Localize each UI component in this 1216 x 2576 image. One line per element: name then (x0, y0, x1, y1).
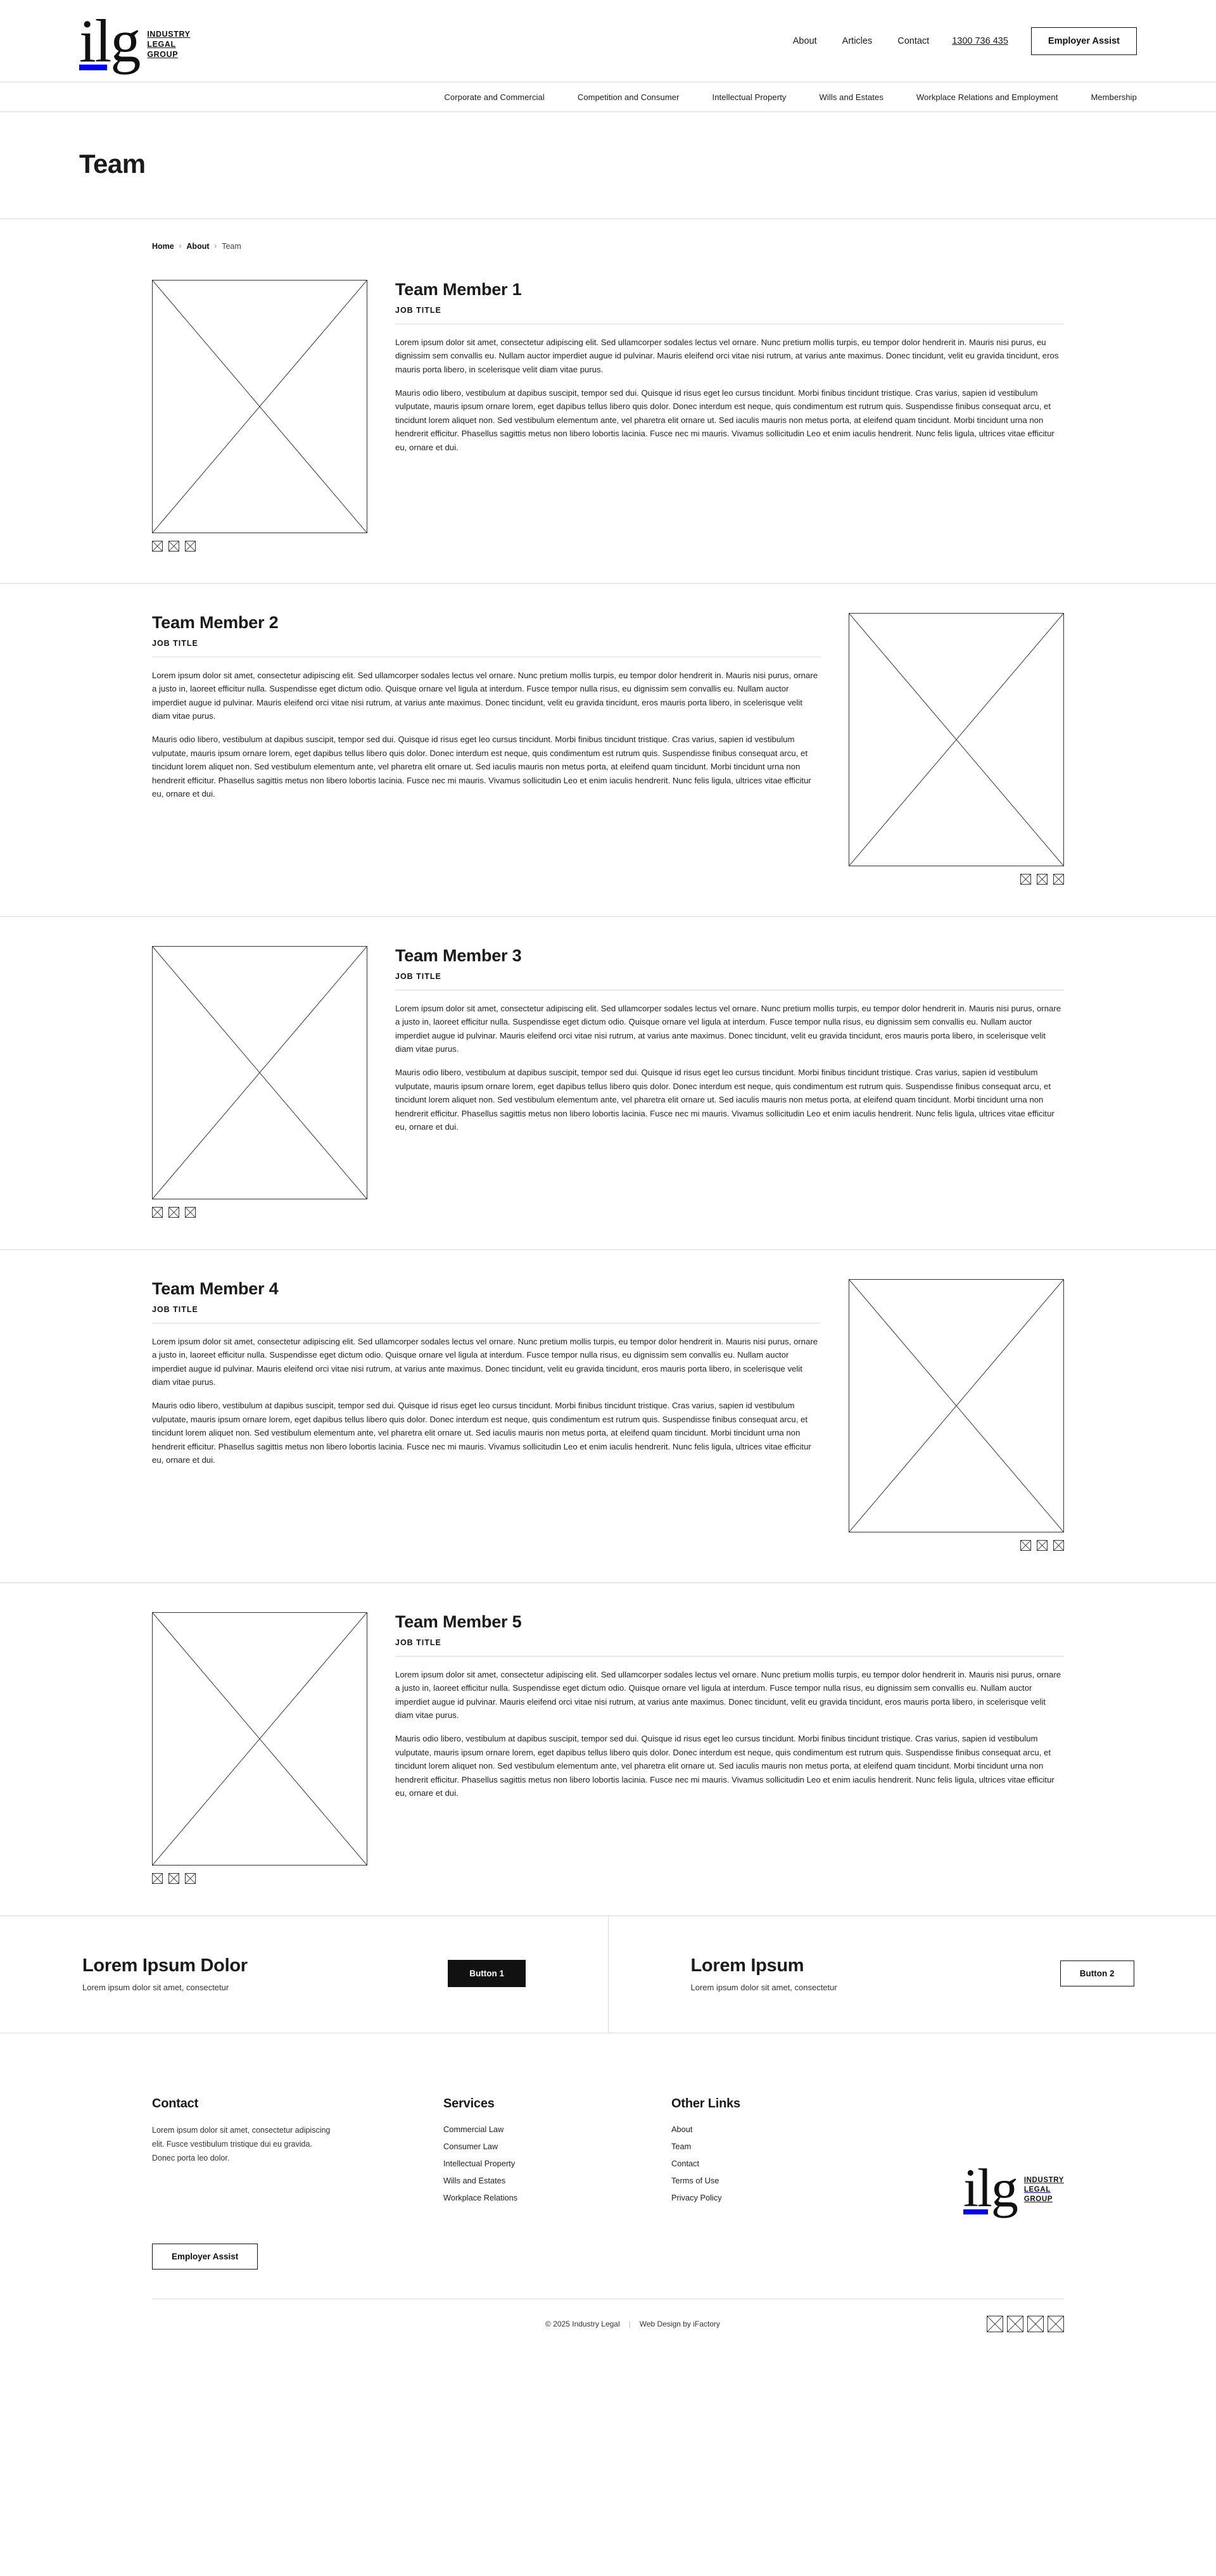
site-footer (0, 2033, 1216, 2364)
footer-link-consumer-law[interactable]: Consumer Law (443, 2141, 498, 2151)
social-icon-1[interactable] (1020, 1540, 1031, 1551)
list-item (671, 2175, 899, 2187)
member-5-image-placeholder (152, 1612, 367, 1866)
member-4-socials (1020, 1540, 1064, 1551)
footer-services-heading: Services (443, 2096, 495, 2111)
nav-item-workplace-relations-and-employment[interactable]: Workplace Relations and Employment (916, 92, 1058, 102)
team-member-4 (0, 1250, 1216, 1583)
nav-item-competition-and-consumer[interactable]: Competition and Consumer (577, 92, 680, 102)
member-5-divider (395, 1656, 1064, 1657)
social-icon-2[interactable] (1037, 874, 1048, 885)
footer-contact-address: Lorem ipsum dolor sit amet, consectetur adipiscing elit. Fusce vestibulum tristique dui eu gravida. Donec porta leo dolor. (152, 2125, 331, 2162)
list-item (443, 2141, 671, 2152)
footer-link-contact[interactable]: Contact (671, 2158, 700, 2168)
footer-contact-heading: Contact (152, 2096, 199, 2111)
member-3-bio-p2: Mauris odio libero, vestibulum at dapibus suscipit, tempor sed dui. Quisque id risus eget leo cursus tincidunt. Morbi finibus tincidunt tristique. Cras varius, sapien id vestibulum vulputate, mauris ipsum ornare lorem, eget dapibus tellus libero quis dolor. Donec interdum est neque, quis condimentum est rutrum quis. Suspendisse finibus consequat arcu, et tincidunt lorem aliquet non. Sed vestibulum elementum ante, vel pharetra elit ornare ut. Sed iaculis mauris non metus porta, at eleifend quam tincidunt. Morbi tincidunt urna non hendrerit efficitur. Phasellus sagittis metus non libero lobortis lacinia. Fusce nec mi mauris. Vivamus sollicitudin Leo et enim iaculis hendrerit. Nunc felis ligula, ultrices vitae efficitur eu, ornare et dui. (395, 1068, 1054, 1132)
member-4-image-placeholder (849, 1279, 1064, 1532)
site-header (0, 0, 1216, 82)
social-icon-3[interactable] (1027, 2316, 1044, 2332)
social-icon-2[interactable] (168, 541, 179, 552)
list-item (443, 2158, 671, 2169)
logo-word-2: LEGAL (147, 39, 176, 49)
footer-services-column (443, 2097, 671, 2209)
member-4-text (152, 1279, 821, 1467)
breadcrumb-separator-1: › (179, 242, 182, 250)
social-icon-3[interactable] (185, 1207, 196, 1218)
logo-word-3: GROUP (147, 49, 179, 59)
social-icon-2[interactable] (1007, 2316, 1023, 2332)
social-icon-1[interactable] (987, 2316, 1003, 2332)
member-3-job-title: JOB TITLE (395, 971, 441, 981)
cta-right (608, 1916, 1216, 2033)
member-5-media (152, 1612, 367, 1884)
member-2-name: Team Member 2 (152, 612, 279, 632)
nav-item-wills-and-estates[interactable]: Wills and Estates (819, 92, 884, 102)
footer-link-wills-and-estates[interactable]: Wills and Estates (443, 2175, 506, 2185)
member-3-media (152, 946, 367, 1218)
member-1-image-placeholder (152, 280, 367, 533)
social-icon-2[interactable] (168, 1207, 179, 1218)
footer-logo-word-1: INDUSTRY (1023, 2176, 1064, 2184)
member-4-name: Team Member 4 (152, 1279, 279, 1298)
footer-socials (987, 2316, 1064, 2332)
logo-mark: ilg (79, 7, 140, 75)
employer-assist-button[interactable]: Employer Assist (1031, 27, 1137, 55)
social-icon-2[interactable] (1037, 1540, 1048, 1551)
breadcrumb-about[interactable]: About (186, 241, 210, 251)
member-3-name: Team Member 3 (395, 945, 522, 965)
main-nav (0, 82, 1216, 112)
top-nav-item-articles[interactable]: Articles (842, 36, 873, 47)
footer-other-heading: Other Links (671, 2096, 740, 2111)
footer-logo[interactable] (963, 2097, 1064, 2218)
top-nav-item-contact[interactable]: Contact (897, 36, 930, 47)
footer-link-terms-of-use[interactable]: Terms of Use (671, 2175, 719, 2185)
list-item (671, 2124, 899, 2135)
member-3-bio-p1: Lorem ipsum dolor sit amet, consectetur adipiscing elit. Sed ullamcorper sodales lectus vel ornare. Nunc pretium mollis turpis, eu tempor dolor hendrerit in. Mauris nisi purus, ornare a justo in, laoreet efficitur nulla. Suspendisse eget dictum odio. Quisque ornare vel ligula at interdum. Fusce tempor nulla risus, eu dignissim sem convallis eu. Nullam auctor imperdiet augue id pulvinar. Mauris eleifend orci vitae nisi rutrum, at varius ante maximus. Donec tincidunt, velit eu gravida tincidunt, eros mauris porta libero, in scelerisque velit diam vitae purus. (395, 1003, 1061, 1054)
social-icon-3[interactable] (1053, 1540, 1064, 1551)
footer-link-intellectual-property[interactable]: Intellectual Property (443, 2158, 516, 2168)
team-member-3 (0, 917, 1216, 1250)
member-1-job-title: JOB TITLE (395, 305, 441, 315)
social-icon-1[interactable] (152, 541, 163, 552)
team-member-1 (0, 251, 1216, 584)
breadcrumb (152, 242, 1064, 251)
member-4-bio-p1: Lorem ipsum dolor sit amet, consectetur adipiscing elit. Sed ullamcorper sodales lectus vel ornare. Nunc pretium mollis turpis, eu tempor dolor hendrerit in. Mauris nisi purus, ornare a justo in, laoreet efficitur nulla. Suspendisse eget dictum odio. Quisque ornare vel ligula at interdum. Fusce tempor nulla risus, eu dignissim sem convallis eu. Nullam auctor imperdiet augue id pulvinar. Mauris eleifend orci vitae nisi rutrum, at varius ante maximus. Donec tincidunt, velit eu gravida tincidunt, eros mauris porta libero, in scelerisque velit diam vitae purus. (152, 1336, 818, 1387)
member-3-image-placeholder (152, 946, 367, 1199)
member-3-text (395, 946, 1064, 1133)
member-1-name: Team Member 1 (395, 279, 522, 299)
footer-logo-mark: ilg (963, 2157, 1017, 2218)
social-icon-3[interactable] (1053, 874, 1064, 885)
member-1-bio (395, 336, 1064, 454)
breadcrumb-separator-2: › (214, 242, 217, 250)
member-1-bio-p1: Lorem ipsum dolor sit amet, consectetur adipiscing elit. Sed ullamcorper sodales lectus vel ornare. Nunc pretium mollis turpis, eu tempor dolor hendrerit in. Mauris nisi purus, eu dignissim sem convallis eu. Nullam auctor imperdiet augue id pulvinar. Mauris eleifend orci vitae nisi rutrum, at varius ante maximus. Donec tincidunt, velit eu gravida tincidunt, eros mauris porta libero, in scelerisque velit diam vitae purus. (395, 337, 1059, 374)
footer-logo-column (899, 2097, 1064, 2218)
list-item (443, 2192, 671, 2204)
cta-left-button[interactable]: Button 1 (448, 1960, 526, 1987)
footer-other-list (671, 2124, 899, 2204)
member-5-bio (395, 1668, 1064, 1800)
social-icon-2[interactable] (168, 1873, 179, 1884)
list-item (443, 2124, 671, 2135)
page-title-band (0, 112, 1216, 219)
footer-bottom (152, 2299, 1064, 2364)
footer-employer-assist-button[interactable]: Employer Assist (152, 2244, 258, 2270)
cta-left-heading: Lorem Ipsum Dolor (82, 1955, 248, 1976)
member-5-text (395, 1612, 1064, 1800)
member-3-socials (152, 1207, 367, 1218)
logo-word-1: INDUSTRY (147, 29, 191, 39)
member-5-name: Team Member 5 (395, 1612, 522, 1631)
cta-left-sub: Lorem ipsum dolor sit amet, consectetur (82, 1982, 229, 1992)
copyright-text: © 2025 Industry Legal (545, 2319, 620, 2328)
logo-wordmark (147, 30, 190, 65)
breadcrumb-current: Team (222, 241, 241, 251)
list-item (671, 2158, 899, 2169)
social-icon-3[interactable] (185, 1873, 196, 1884)
member-2-media (849, 613, 1064, 885)
list-item (671, 2141, 899, 2152)
cta-band (0, 1916, 1216, 2033)
header-right (793, 27, 1137, 55)
web-design-credit[interactable]: Web Design by iFactory (639, 2319, 720, 2328)
footer-logo-word-3: GROUP (1023, 2195, 1053, 2203)
footer-contact-column (152, 2097, 443, 2209)
site-logo[interactable] (79, 7, 191, 75)
footer-link-workplace-relations[interactable]: Workplace Relations (443, 2192, 518, 2202)
footer-logo-wordmark (1024, 2176, 1064, 2209)
cta-right-sub: Lorem ipsum dolor sit amet, consectetur (690, 1982, 837, 1992)
member-2-socials (1020, 874, 1064, 885)
member-2-bio-p1: Lorem ipsum dolor sit amet, consectetur adipiscing elit. Sed ullamcorper sodales lectus vel ornare. Nunc pretium mollis turpis, eu tempor dolor hendrerit in. Mauris nisi purus, ornare a justo in, laoreet efficitur nulla. Suspendisse eget dictum odio. Quisque ornare vel ligula at interdum. Fusce tempor nulla risus, eu dignissim sem convallis eu. Nullam auctor imperdiet augue id pulvinar. Mauris eleifend orci vitae nisi rutrum, at varius ante maximus. Donec tincidunt, velit eu gravida tincidunt, eros mauris porta libero, in scelerisque velit diam vitae purus. (152, 670, 818, 721)
breadcrumb-home[interactable]: Home (152, 241, 174, 251)
member-2-text (152, 613, 821, 800)
member-3-bio (395, 1002, 1064, 1133)
social-icon-4[interactable] (1048, 2316, 1064, 2332)
member-1-text (395, 280, 1064, 454)
cta-left-text (82, 1955, 248, 1992)
footer-logo-word-2: LEGAL (1023, 2185, 1051, 2194)
member-2-job-title: JOB TITLE (152, 638, 198, 648)
list-item (671, 2192, 899, 2204)
footer-cta-wrap (152, 2244, 1064, 2270)
footer-link-team[interactable]: Team (671, 2141, 692, 2151)
footer-link-commercial-law[interactable]: Commercial Law (443, 2124, 504, 2134)
team-member-5 (0, 1583, 1216, 1916)
social-icon-1[interactable] (152, 1873, 163, 1884)
member-2-bio (152, 669, 821, 800)
cta-right-heading: Lorem Ipsum (690, 1955, 804, 1976)
member-4-job-title: JOB TITLE (152, 1304, 198, 1314)
footer-copyright (545, 2320, 720, 2328)
cta-right-text (691, 1955, 837, 1992)
member-1-bio-p2: Mauris odio libero, vestibulum at dapibus suscipit, tempor sed dui. Quisque id risus eget leo cursus tincidunt. Morbi finibus tincidunt tristique. Cras varius, sapien id vestibulum vulputate, mauris ipsum ornare lorem, eget dapibus tellus libero quis dolor. Donec interdum est neque, quis condimentum est rutrum quis. Suspendisse finibus consequat arcu, et tincidunt lorem aliquet non. Sed vestibulum elementum ante, vel pharetra elit ornare ut. Sed iaculis mauris non metus porta, at eleifend quam tincidunt. Morbi tincidunt urna non hendrerit efficitur. Phasellus sagittis metus non libero lobortis lacinia. Fusce nec mi mauris. Vivamus sollicitudin Leo et enim iaculis hendrerit. Nunc felis ligula, ultrices vitae efficitur eu, ornare et dui. (395, 388, 1054, 452)
nav-item-membership[interactable]: Membership (1091, 92, 1137, 102)
breadcrumb-wrap (152, 219, 1064, 251)
top-nav-item-about[interactable]: About (792, 36, 817, 47)
social-icon-1[interactable] (152, 1207, 163, 1218)
member-5-bio-p1: Lorem ipsum dolor sit amet, consectetur adipiscing elit. Sed ullamcorper sodales lectus vel ornare. Nunc pretium mollis turpis, eu tempor dolor hendrerit in. Mauris nisi purus, ornare a justo in, laoreet efficitur nulla. Suspendisse eget dictum odio. Quisque ornare vel ligula at interdum. Fusce tempor nulla risus, eu dignissim sem convallis eu. Nullam auctor imperdiet augue id pulvinar. Mauris eleifend orci vitae nisi rutrum, at varius ante maximus. Donec tincidunt, velit eu gravida tincidunt, eros mauris porta libero, in scelerisque velit diam vitae purus. (395, 1669, 1061, 1720)
cta-left (0, 1916, 608, 2033)
member-2-bio-p2: Mauris odio libero, vestibulum at dapibus suscipit, tempor sed dui. Quisque id risus eget leo cursus tincidunt. Morbi finibus tincidunt tristique. Cras varius, sapien id vestibulum vulputate, mauris ipsum ornare lorem, eget dapibus tellus libero quis dolor. Donec interdum est neque, quis condimentum est rutrum quis. Suspendisse finibus consequat arcu, et tincidunt lorem aliquet non. Sed vestibulum elementum ante, vel pharetra elit ornare ut. Sed iaculis mauris non metus porta, at eleifend quam tincidunt. Morbi tincidunt urna non hendrerit efficitur. Phasellus sagittis metus non libero lobortis lacinia. Fusce nec mi mauris. Vivamus sollicitudin Leo et enim iaculis hendrerit. Nunc felis ligula, ultrices vitae efficitur eu, ornare et dui. (152, 735, 811, 799)
top-nav (793, 36, 929, 46)
list-item (443, 2175, 671, 2187)
member-4-bio-p2: Mauris odio libero, vestibulum at dapibus suscipit, tempor sed dui. Quisque id risus eget leo cursus tincidunt. Morbi finibus tincidunt tristique. Cras varius, sapien id vestibulum vulputate, mauris ipsum ornare lorem, eget dapibus tellus libero quis dolor. Donec interdum est neque, quis condimentum est rutrum quis. Suspendisse finibus consequat arcu, et tincidunt lorem aliquet non. Sed vestibulum elementum ante, vel pharetra elit ornare ut. Sed iaculis mauris non metus porta, at eleifend quam tincidunt. Morbi tincidunt urna non hendrerit efficitur. Phasellus sagittis metus non libero lobortis lacinia. Fusce nec mi mauris. Vivamus sollicitudin Leo et enim iaculis hendrerit. Nunc felis ligula, ultrices vitae efficitur eu, ornare et dui. (152, 1401, 811, 1465)
social-icon-3[interactable] (185, 541, 196, 552)
nav-item-intellectual-property[interactable]: Intellectual Property (712, 92, 787, 102)
footer-link-about[interactable]: About (671, 2124, 693, 2134)
cta-right-button[interactable]: Button 2 (1060, 1960, 1134, 1986)
member-1-socials (152, 541, 367, 552)
member-2-image-placeholder (849, 613, 1064, 866)
nav-item-corporate-and-commercial[interactable]: Corporate and Commercial (444, 92, 545, 102)
social-icon-1[interactable] (1020, 874, 1031, 885)
footer-other-links-column (671, 2097, 899, 2209)
member-5-job-title: JOB TITLE (395, 1638, 441, 1647)
footer-link-privacy-policy[interactable]: Privacy Policy (671, 2192, 722, 2202)
team-member-2 (0, 584, 1216, 917)
member-1-media (152, 280, 367, 552)
footer-services-list (443, 2124, 671, 2204)
member-4-bio (152, 1335, 821, 1467)
member-4-media (849, 1279, 1064, 1551)
member-5-socials (152, 1873, 367, 1884)
phone-number[interactable]: 1300 736 435 (952, 36, 1008, 47)
page-title: Team (79, 148, 146, 179)
member-5-bio-p2: Mauris odio libero, vestibulum at dapibus suscipit, tempor sed dui. Quisque id risus eget leo cursus tincidunt. Morbi finibus tincidunt tristique. Cras varius, sapien id vestibulum vulputate, mauris ipsum ornare lorem, eget dapibus tellus libero quis dolor. Donec interdum est neque, quis condimentum est rutrum quis. Suspendisse finibus consequat arcu, et tincidunt lorem aliquet non. Sed vestibulum elementum ante, vel pharetra elit ornare ut. Sed iaculis mauris non metus porta, at eleifend quam tincidunt. Morbi tincidunt urna non hendrerit efficitur. Phasellus sagittis metus non libero lobortis lacinia. Fusce nec mi mauris. Vivamus sollicitudin Leo et enim iaculis hendrerit. Nunc felis ligula, ultrices vitae efficitur eu, ornare et dui. (395, 1734, 1054, 1798)
copyright-divider: | (628, 2319, 631, 2328)
